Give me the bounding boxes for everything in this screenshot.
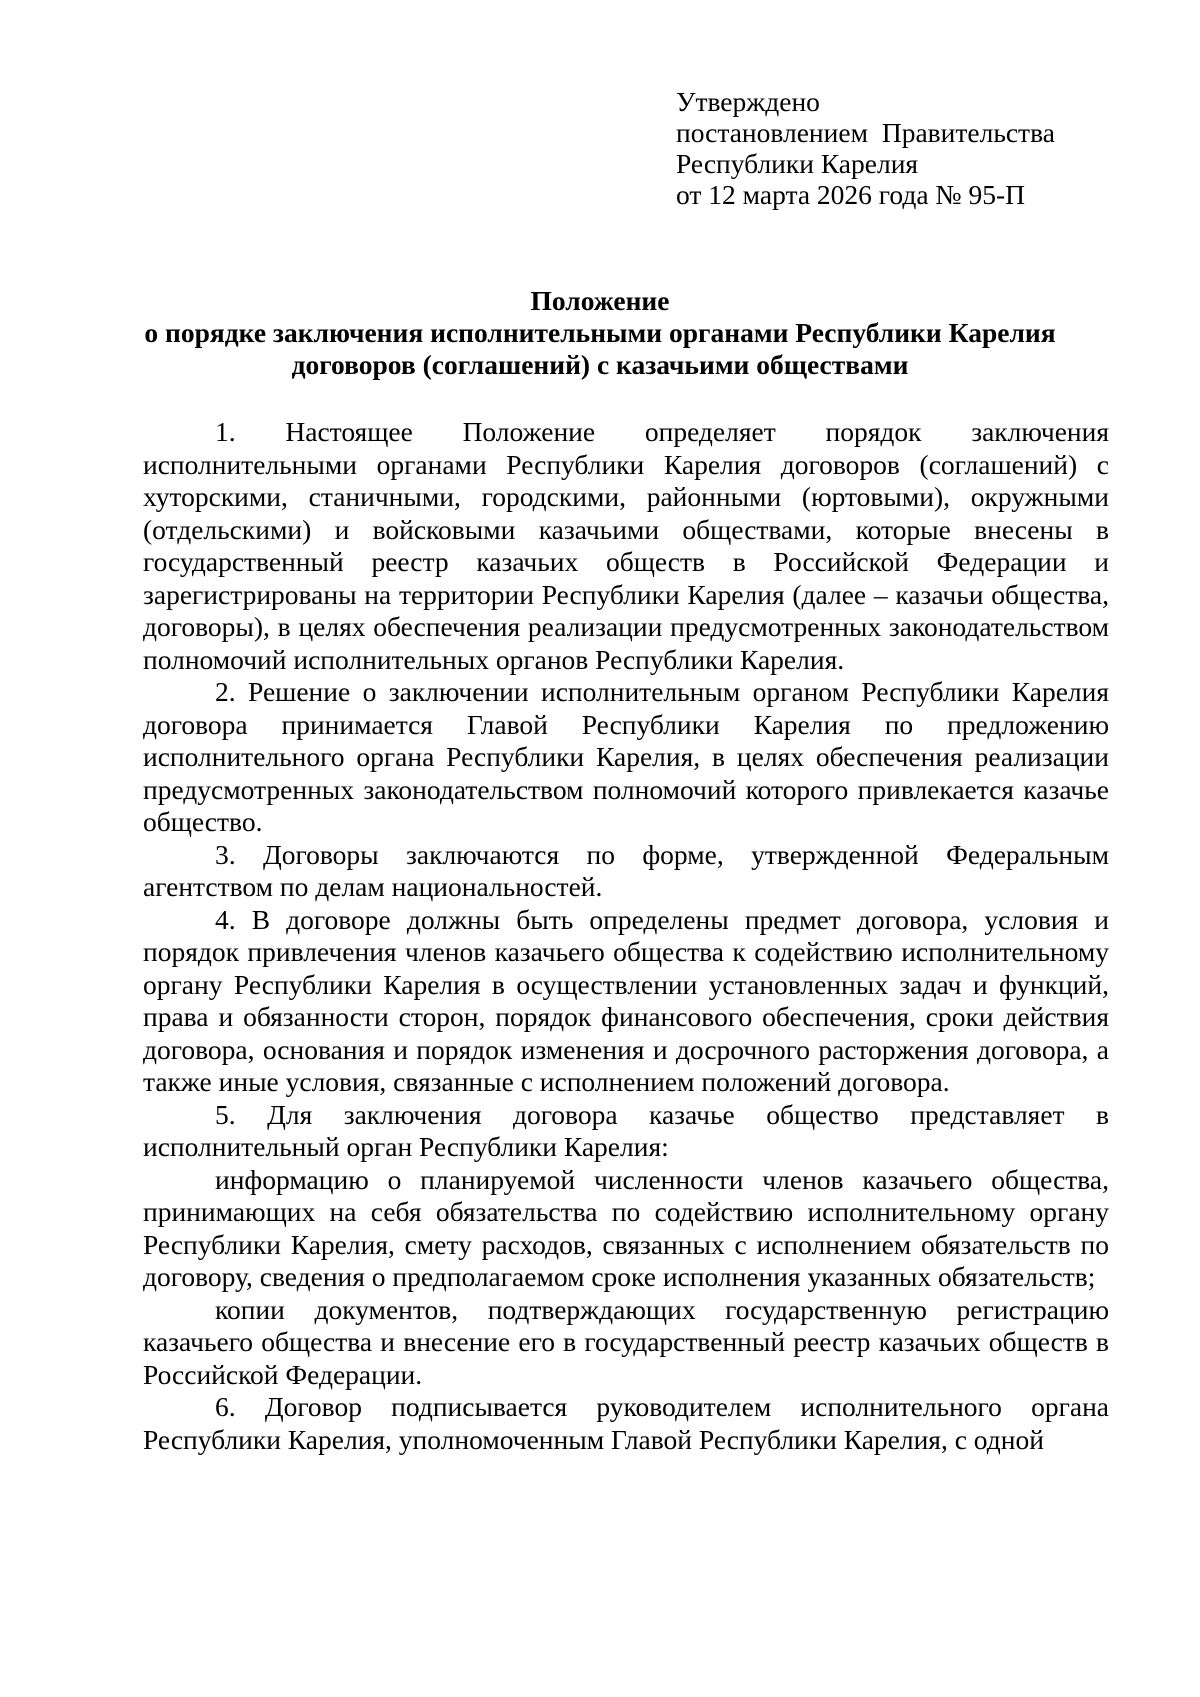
paragraph-3: 3. Договоры заключаются по форме, утвержденной Федеральным агентством по делам национальностей. <box>143 838 1109 902</box>
paragraph-1: 1. Настоящее Положение определяет порядок заключения исполнительными органами Республики Карелия договоров (соглашений) с хуторскими, станичными, городскими, районными (юртовыми), окружными (отдельскими) и войсковыми казачьими обществами, которые внесены в государственный реестр казачьих обществ в Российской Федерации и зарегистрированы на территории Республики Карелия (далее – казачьи общества, договоры), в целях обеспечения реализации предусмотренных законодательством полномочий исполнительных органов Республики Карелия. <box>143 416 1109 675</box>
approval-line-date-number: от 12 марта 2026 года № 95-П <box>676 179 1026 210</box>
paragraph-5-item-2: копии документов, подтверждающих государственную регистрацию казачьего общества и внесение его в государственный реестр казачьих обществ в Российской Федерации. <box>143 1293 1109 1390</box>
title-line-2: о порядке заключения исполнительными органами Республики Карелия <box>144 317 1056 348</box>
paragraph-2: 2. Решение о заключении исполнительным органом Республики Карелия договора принимается Главой Республики Карелия по предложению исполнительного органа Республики Карелия, в целях обеспечения реализации предусмотренных законодательством полномочий которого привлекается казачье общество. <box>143 676 1109 837</box>
approval-line-resolution: постановлением Правительства <box>676 117 1055 148</box>
approval-stamp <box>676 86 1096 210</box>
approval-line-approved: Утверждено <box>676 86 820 117</box>
document-title <box>120 285 1080 381</box>
paragraph-5-item-1: информацию о планируемой численности членов казачьего общества, принимающих на себя обязательства по содействию исполнительному органу Республики Карелия, смету расходов, связанных с исполнением обязательств по договору, сведения о предполагаемом сроке исполнения указанных обязательств; <box>143 1163 1109 1292</box>
paragraph-5: 5. Для заключения договора казачье общество представляет в исполнительный орган Республики Карелия: <box>143 1098 1109 1162</box>
document-body <box>143 416 1109 1456</box>
approval-line-republic: Республики Карелия <box>676 148 919 179</box>
paragraph-4: 4. В договоре должны быть определены предмет договора, условия и порядок привлечения членов казачьего общества к содействию исполнительному органу Республики Карелия в осуществлении установленных задач и функций, права и обязанности сторон, порядок финансового обеспечения, сроки действия договора, основания и порядок изменения и досрочного расторжения договора, а также иные условия, связанные с исполнением положений договора. <box>143 903 1109 1097</box>
title-line-1: Положение <box>530 285 670 316</box>
title-line-3: договоров (соглашений) с казачьими обществами <box>291 349 909 380</box>
paragraph-6: 6. Договор подписывается руководителем исполнительного органа Республики Карелия, уполномоченным Главой Республики Карелия, с одной <box>143 1391 1109 1455</box>
